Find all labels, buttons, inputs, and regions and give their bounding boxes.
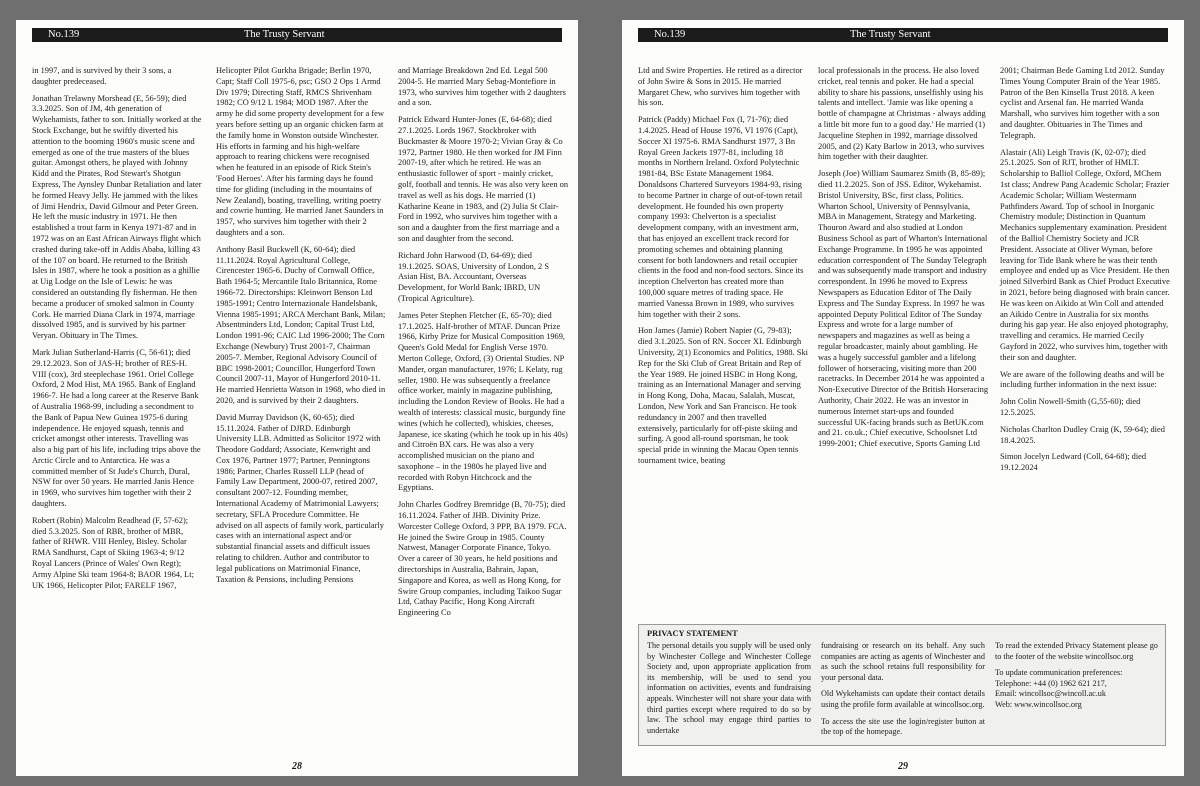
death-notice: John Colin Nowell-Smith (G,55-60); died 12.5.2025. <box>1000 397 1141 417</box>
column-1 <box>32 66 202 597</box>
privacy-text: To read the extended Privacy Statement please go to the footer of the website wincollsoc.org <box>995 641 1158 661</box>
obituary-entry: Jonathan Trelawny Morshead (E, 56-59); died 3.3.2025. Son of JM, 4th generation of Wykehamists, father to son. Initially worked at the Stock Exchange, but he swiftly diverted his attention to the booming 1960's music scene and emerged as one of the true masters of the blues guitar. Amongst others, he played with Johnny Kidd and the Pirates, Rod Stewart's Shotgun Express, The Aynsley Dunbar Retaliation and later he formed Heavy Jelly. He jammed with the likes of Jimi Hendrix, David Gilmour and Peter Green. He left the music industry in 1971. He then established a trout farm in Kenya 1971-87 and in 1972 was on an East African Airways flight which crashed during take-off in Addis Ababa, killing 43 of the 107 on board. He returned to the British Isles in 1987, where he took a position as a ghillie at Uig Lodge on the Isle of Lewis: he was considered an outstanding fly fisherman. He then became a producer of smoked salmon in County Cork. He married Diana Clark in 1974, marriage dissolved 1985, and is survived by his partner Veryan. Obituary in The Times. <box>32 93 202 341</box>
page-header <box>638 28 1168 42</box>
notice-text: We are aware of the following deaths and will be including further information in the next issue: <box>1000 369 1165 390</box>
column-3 <box>398 66 568 625</box>
obituary-entry: Anthony Basil Buckwell (K, 60-64); died 11.11.2024. Royal Agricultural College, Cirencester 1965-6. Duchy of Cornwall Office, Bath 1964-5; Mercantile Italo Britannica, Rome 1966-72. Directorships: Kleinwort Benson Ltd 1985-1991; Centro Internazionale Handelsbank, Vienna 1985-1991; ARCA Merchant Bank, Milan; Absentminders Ltd, London; Capital Trust Ltd, London 1991-96; CAIC Ltd 1996-2000; The Corn Exchange (Newbury) Trust 2001-7, Chairman 2005-7. Member, Regional Advisory Council of BBC 1998-2001; Councillor, Hungerford Town Council 2007-11, Mayor of Hungerford 2010-11. He married Henrietta Watson in 1968, who died in 2020, and is survived by their 2 daughters. <box>216 244 386 405</box>
issue-number: No.139 <box>48 29 80 40</box>
death-notice: Nicholas Charlton Dudley Craig (K, 59-64); died 18.4.2025. <box>1000 424 1165 445</box>
obituary-entry: Helicopter Pilot Gurkha Brigade; Berlin 1970, Capt; Staff Coll 1975-6, psc; GSO 2 Ops 1 Armd Div 1979; Directing Staff, RMCS Shrivenham 1982; CO 9/12 L 1984; MOD 1987. After the army he did some property development for a few years before setting up an organic chicken farm at the family home in Wonston outside Winchester. His efforts in farming and his high-welfare approach to rearing chickens were recognised when he featured in an episode of Rick Stein's 'Food Heroes'. After his farming days he found time for gliding (including in the mountains of New Zealand), boating, travelling, writing poetry and cowrie hunting. He married Janet Saunders in 1957, who survives him together with their 2 daughters and a son. <box>216 66 384 237</box>
obituary-entry: David Murray Davidson (K, 60-65); died 15.11.2024. Father of DJRD. Edinburgh University LLB. Admitted as Solicitor 1972 with Theodore Goddard; Associate, Kenwright and Cox 1976, Partner 1977; Partner, Penningtons 1986; Partner, Charles Russell LLP (head of Family Law Department, 2000-07, retired 2007, consultant 2007-12. Founding member, International Academy of Matrimonial Lawyers; secretary, SFLA Procedure Committee. He advised on all aspects of family work, particularly cases with an international aspect and/or substantial financial assets and difficult issues relating to children. Author and contributor to legal publications on Matrimonial Finance, Taxation & Pensions, including Pensions <box>216 412 384 584</box>
obituary-entry: local professionals in the process. He also loved cricket, real tennis and poker. He had a special ability to share his passions, unselfishly using his talents and intellect. 'Jamie was like opening a bottle of champagne at Christmas - always adding a little bit more fun to a good day.' He married (1) Jacqueline Stephen in 1992, marriage dissolved 2005, and (2) Katy Barlow in 2013, who survives him together with their daughter. <box>818 66 986 162</box>
page-number: 29 <box>898 761 908 772</box>
phone-number: Telephone: +44 (0) 1962 621 217, <box>995 678 1107 688</box>
privacy-column-2 <box>821 641 985 744</box>
magazine-title: The Trusty Servant <box>244 29 325 40</box>
obituary-entry: Ltd and Swire Properties. He retired as a director of John Swire & Sons in 2015. He married Margaret Chew, who survives him together with his son. <box>638 66 803 108</box>
privacy-text: To access the site use the login/register button at the top of the homepage. <box>821 716 985 737</box>
obituary-entry: Alastair (Ali) Leigh Travis (K, 02-07); died 25.1.2025. Son of RJT, brother of HMLT. Scholarship to Balliol College, Oxford, MChem 1st class; Andrew Pang Academic Scholar; Frazier Academic Scholar; William Westermann Pathfinders Award. Top of school in Inorganic Chemistry module; Distinction in Quantum Mechanics supplementary examination. President of the Balliol Chemistry Society and JCR President. Associate at Oliver Wyman, before leaving for Tide Bank where he was their tenth employee and ended up as Vice President. He then joined Silverbird Bank as Chief Product Executive in 2021, before being diagnosed with brain cancer. He was keen on Aikido at Win Coll and attended an Aikido Centre in Australia for six months during his gap year. He also enjoyed photography, travelling and ceramics. He married Cecily Gayford in 2022, who survives him, together with their son and daughter. <box>1000 147 1170 362</box>
issue-number: No.139 <box>654 29 686 40</box>
page-header <box>32 28 562 42</box>
privacy-title: PRIVACY STATEMENT <box>647 629 738 638</box>
privacy-text: To update communication preferences: <box>995 668 1123 678</box>
privacy-text: fundraising or research on its behalf. Any such companies are acting as agents of Winchester and as such the school retains full responsibility for your personal data. <box>821 641 985 682</box>
obituary-entry: Robert (Robin) Malcolm Readhead (F, 57-62); died 5.3.2025. Son of RBR, brother of MBR, father of RHWR. VIII Henley, Bisley. Scholar RMA Sandhurst, Capt of Skiing 1963-4; 9/12 Royal Lancers (Prince of Wales' Own Regt); Army Alpine Ski team 1964-8; BAOR 1964, Lt; UK 1966, Helicopter Pilot; FARELF 1967, <box>32 515 194 590</box>
obituary-entry: John Charles Godfrey Bremridge (B, 70-75); died 16.11.2024. Father of JHB. Divinity Prize. Worcester College Oxford, 3 PPP, BA 1979. FCA. He joined the Swire Group in 1985. County Natwest, Manager Corporate Finance, Tokyo. Over a career of 30 years, he held positions and directorships in Australia, Bahrain, Japan, Singapore and Korea, as well as Hong Kong, for Swire Group companies, including Taikoo Sugar Ltd, Cathay Pacific, Hong Kong Aircraft Engineering Co <box>398 500 567 618</box>
privacy-text: Old Wykehamists can update their contact details using the profile form available at wincollsoc.org. <box>821 689 985 709</box>
column-1 <box>638 66 808 473</box>
obituary-entry: Mark Julian Sutherland-Harris (C, 56-61); died 29.12.2023. Son of JAS-H; brother of RES-H. VIII (cox), 3rd steeplechase 1961. Oriel College Oxford, 2 Mod Hist, MA 1965. Bank of England 1966-7. He had a long career at the Reserve Bank of Australia 1968-99, including a secondment to the Bank of Papua New Guinea 1975-6 during independence. He enjoyed squash, tennis and cricket amongst other interests. Travelling was also a big part of his life, including trips above the Arctic Circle and to Antarctica. He was a committed member of St Jude's Church, Dural, NSW for over 50 years. He married Janis Hence in 1969, who survives him together with their 2 daughters. <box>32 347 201 509</box>
death-notice: Simon Jocelyn Ledward (Coll, 64-68); died 19.12.2024 <box>1000 452 1147 473</box>
obituary-entry: Hon James (Jamie) Robert Napier (G, 79-83); died 3.1.2025. Son of RN. Soccer XI. Edinburgh University, 2(1) Economics and Politics, 1988. Ski Rep for the Ski Club of Great Britain and Rep of the Year 1989. He joined HSBC in Hong Kong, training as an International Manager and serving in Hong Kong, Doha, Macau, Salalah, Muscat, London, New York and San Francisco. He took redundancy in 2007 and then travelled extensively, particularly for off-piste skiing and surfing. A good all-round sportsman, he took special pride in winning the Macau Open tennis tournament twice, beating <box>638 326 808 465</box>
obituary-entry: Patrick Edward Hunter-Jones (E, 64-68); died 27.1.2025. Lords 1967. Stockbroker with Buckmaster & Moore 1970-2; Vivian Gray & Co 1972, Partner 1980. He then worked for JM Finn 2007-19, after which he retired. He was an enthusiastic follower of sport - mainly cricket, golf, football and tennis. He was also very keen on travel as well as his dogs. He married (1) Katharine Keane in 1983, and (2) Julia St Clair-Ford in 1992, who survives him together with a son and a daughter from the first marriage and a son and daughter from the second. <box>398 115 569 243</box>
obituary-entry: and Marriage Breakdown 2nd Ed. Legal 500 2004-5. He married Mary Sebag-Montefiore in 1973, who survives him together with 2 daughters and a son. <box>398 66 566 108</box>
column-2 <box>216 66 386 591</box>
obituary-entry: Joseph (Joe) William Saumarez Smith (B, 85-89); died 11.2.2025. Son of JSS. Editor, Wykehamist. Bristol University, BSc, first class, Politics. Wharton School, University of Pennsylvania, MBA in Management, Strategy and Marketing. Thouron Award and also studied at London Business School as part of Wharton's International Exchange Programme. In 1995 he was appointed education correspondent of The Sunday Telegraph and was subsequently made transport and industry correspondent. In 1996 he moved to Express Newspapers as Education Editor of The Daily Express and The Sunday Express. In 1997 he was appointed Deputy Political Editor of The Sunday Express and wrote for a large number of newspapers and magazines as well as being a regular broadcaster, mainly about gambling. He was a hugely successful gambler and a lifelong follower of horseracing, visiting more than 200 racetracks. In December 2014 he was appointed a Non-Executive Director of the British Horseracing Authority, Chair 2022. He was an investor in numerous Internet start-ups and founded successful UK-facing brands such as BetUK.com and 21. co.uk.; Chief executive, Schoolsnet Ltd 1999-2001; Chief executive, Sports Gaming Ltd <box>818 169 989 449</box>
privacy-text: The personal details you supply will be used only by Winchester College and Winchester College Society and, upon appropriate application from its membership, will be used to send you information on activities, events and fundraising appeals. Winchester will not share your data with third parties except where required to do so by law. The school may engage third parties to undertake <box>647 641 811 735</box>
obituary-entry: James Peter Stephen Fletcher (E, 65-70); died 17.1.2025. Half-brother of MTAF. Duncan Prize 1966, Kirby Prize for Musical Composition 1969, Queen's Gold Medal for English Verse 1970. Merton College, Oxford, (3) Oriental Studies. NP Mander, organ manufacturer, 1976; L Kelaty, rug seller, 1980. He was subsequently a freelance office worker, mainly in magazine publishing, including the London Review of Books. He had a wealth of interests: classical music, burgundy fine wines (which he collected), whiskies, cheeses, Japanese, ice skating (which he took up in his 40s) and Citroën BX cars. He was also a very accomplished musician on the piano and saxophone – in the 1980s he played live and recorded with Robyn Hitchcock and the Egyptians. <box>398 310 568 493</box>
email-link[interactable]: Email: wincollsoc@wincoll.ac.uk <box>995 689 1106 699</box>
left-page <box>16 20 578 776</box>
privacy-column-1 <box>647 641 811 742</box>
right-page <box>622 20 1184 776</box>
privacy-statement-box <box>638 624 1166 746</box>
obituary-entry: in 1997, and is survived by their 3 sons, a daughter predeceased. <box>32 66 172 86</box>
obituary-entry: Patrick (Paddy) Michael Fox (I, 71-76); died 1.4.2025. Head of House 1976, VI 1976 (Capt), Soccer XI 1975-6. RMA Sandhurst 1977, 3 Bn Royal Green Jackets 1977-81, including 18 months in Northern Ireland. Oxford Polytechnic 1981-84, BSc Estate Management 1984. Donaldsons Chartered Surveyors 1984-93, rising to become Partner in charge of out-of-town retail development. He founded his own property company 1993: Chelverton is a specialist development company, with an investment arm, that has enjoyed an excellent track record for promoting schemes and obtaining planning consent for both landowners and retail occupier clients in the food and non-food sectors. Since its inception Chelverton has created more than 100,000 square metres of trading space. He married Vanessa Brown in 1989, who survives him together with their 2 sons. <box>638 115 804 319</box>
column-3 <box>1000 66 1170 480</box>
page-number: 28 <box>292 761 302 772</box>
magazine-title: The Trusty Servant <box>850 29 931 40</box>
obituary-entry: Richard John Harwood (D, 64-69); died 19.1.2025. SOAS, University of London, 2 S Asian Hist, BA. Accountant, Overseas Development, for World Bank; IBRD, UN (Tropical Agriculture). <box>398 250 549 303</box>
privacy-column-3 <box>995 641 1159 711</box>
column-2 <box>818 66 988 456</box>
website-link[interactable]: Web: www.wincollsoc.org <box>995 699 1082 709</box>
obituary-entry: 2001; Chairman Bede Gaming Ltd 2012. Sunday Times Young Computer Brain of the Year 1985. Patron of the Ben Kinsella Trust 2018. A keen cyclist and Arsenal fan. He married Wanda Marshall, who survives him together with a son and daughter. Obituaries in The Times and Telegraph. <box>1000 66 1165 140</box>
